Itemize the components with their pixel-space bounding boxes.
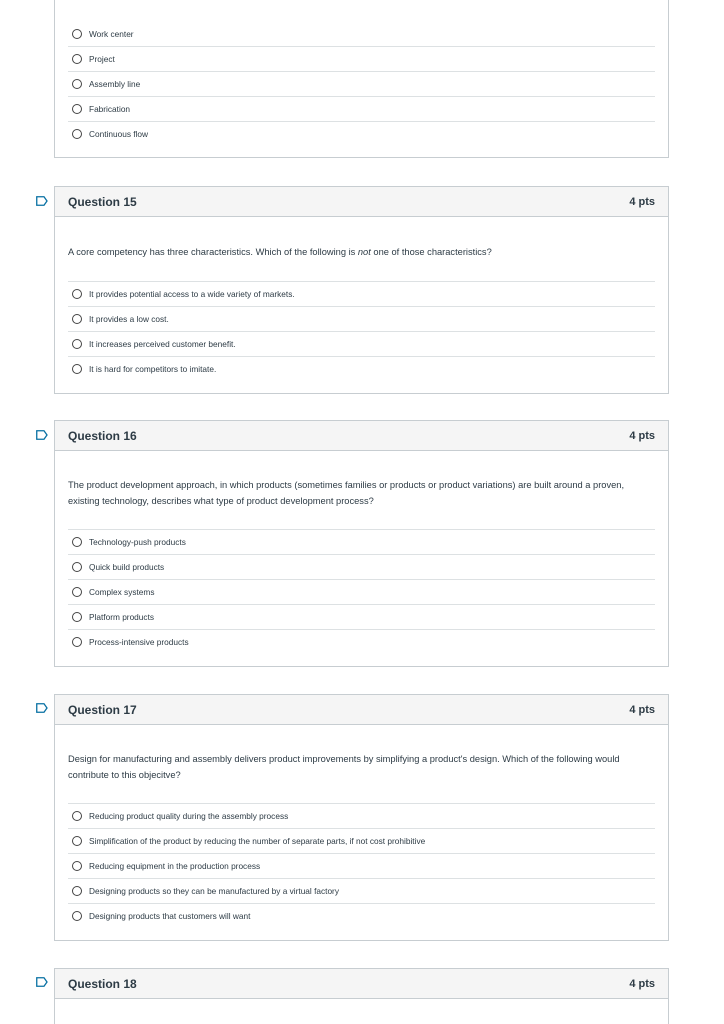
radio-circle-icon[interactable] <box>72 811 82 821</box>
question-points: 4 pts <box>629 195 655 208</box>
radio-circle-icon[interactable] <box>72 79 82 89</box>
question-title: Question 17 <box>68 702 137 717</box>
question-15-card <box>54 186 669 394</box>
question-points: 4 pts <box>629 703 655 716</box>
radio-circle-icon[interactable] <box>72 314 82 324</box>
radio-circle-icon[interactable] <box>72 129 82 139</box>
radio-circle-icon[interactable] <box>72 911 82 921</box>
question-title: Question 15 <box>68 194 137 209</box>
radio-circle-icon[interactable] <box>72 587 82 597</box>
question-14-card <box>54 0 669 158</box>
answer-option[interactable]: It provides potential access to a wide variety of markets. <box>68 281 655 306</box>
question-title: Question 16 <box>68 428 137 443</box>
answer-list <box>68 0 655 146</box>
question-header <box>55 969 668 999</box>
answer-option[interactable]: Designing products that customers will want <box>68 903 655 928</box>
question-header <box>55 421 668 451</box>
radio-circle-icon[interactable] <box>72 29 82 39</box>
radio-circle-icon[interactable] <box>72 886 82 896</box>
answer-option[interactable]: It is hard for competitors to imitate. <box>68 356 655 381</box>
question-text: A core competency has three characteristics. Which of the following is not one of those characteristics? <box>68 247 492 257</box>
radio-circle-icon[interactable] <box>72 861 82 871</box>
bookmark-flag-icon[interactable] <box>36 430 48 440</box>
question-16-card <box>54 420 669 667</box>
question-17-card <box>54 694 669 941</box>
answer-option[interactable]: Reducing equipment in the production process <box>68 853 655 878</box>
answer-option[interactable]: Project <box>68 46 655 71</box>
question-points: 4 pts <box>629 429 655 442</box>
answer-list <box>68 281 655 381</box>
question-text: Design for manufacturing and assembly delivers product improvements by simplifying a product's design. Which of the following would contribute to this objecitve? <box>68 754 620 780</box>
radio-circle-icon[interactable] <box>72 836 82 846</box>
bookmark-flag-icon[interactable] <box>36 196 48 206</box>
radio-circle-icon[interactable] <box>72 612 82 622</box>
question-points: 4 pts <box>629 977 655 990</box>
question-header <box>55 187 668 217</box>
answer-option[interactable]: Quick build products <box>68 554 655 579</box>
bookmark-flag-icon[interactable] <box>36 703 48 713</box>
radio-circle-icon[interactable] <box>72 637 82 647</box>
answer-option[interactable]: Process-intensive products <box>68 629 655 654</box>
answer-option[interactable]: Simplification of the product by reducing the number of separate parts, if not cost prohibitive <box>68 828 655 853</box>
answer-option[interactable]: Assembly line <box>68 71 655 96</box>
radio-circle-icon[interactable] <box>72 104 82 114</box>
answer-option[interactable]: It provides a low cost. <box>68 306 655 331</box>
radio-circle-icon[interactable] <box>72 289 82 299</box>
question-title: Question 18 <box>68 976 137 991</box>
answer-option[interactable]: Work center <box>68 22 655 46</box>
answer-option[interactable]: Complex systems <box>68 579 655 604</box>
answer-option[interactable]: Platform products <box>68 604 655 629</box>
answer-option[interactable]: Designing products so they can be manufactured by a virtual factory <box>68 878 655 903</box>
radio-circle-icon[interactable] <box>72 562 82 572</box>
radio-circle-icon[interactable] <box>72 54 82 64</box>
answer-option[interactable]: Fabrication <box>68 96 655 121</box>
question-header <box>55 695 668 725</box>
answer-list <box>68 803 655 928</box>
answer-option[interactable]: Continuous flow <box>68 121 655 146</box>
radio-circle-icon[interactable] <box>72 339 82 349</box>
radio-circle-icon[interactable] <box>72 364 82 374</box>
bookmark-flag-icon[interactable] <box>36 977 48 987</box>
question-18-card <box>54 968 669 1024</box>
answer-option[interactable]: It increases perceived customer benefit. <box>68 331 655 356</box>
answer-option[interactable]: Reducing product quality during the assembly process <box>68 803 655 828</box>
radio-circle-icon[interactable] <box>72 537 82 547</box>
question-text: The product development approach, in which products (sometimes families or products or product variations) are built around a proven, existing technology, describes what type of product development process? <box>68 480 625 506</box>
answer-list <box>68 529 655 654</box>
answer-option[interactable]: Technology-push products <box>68 529 655 554</box>
